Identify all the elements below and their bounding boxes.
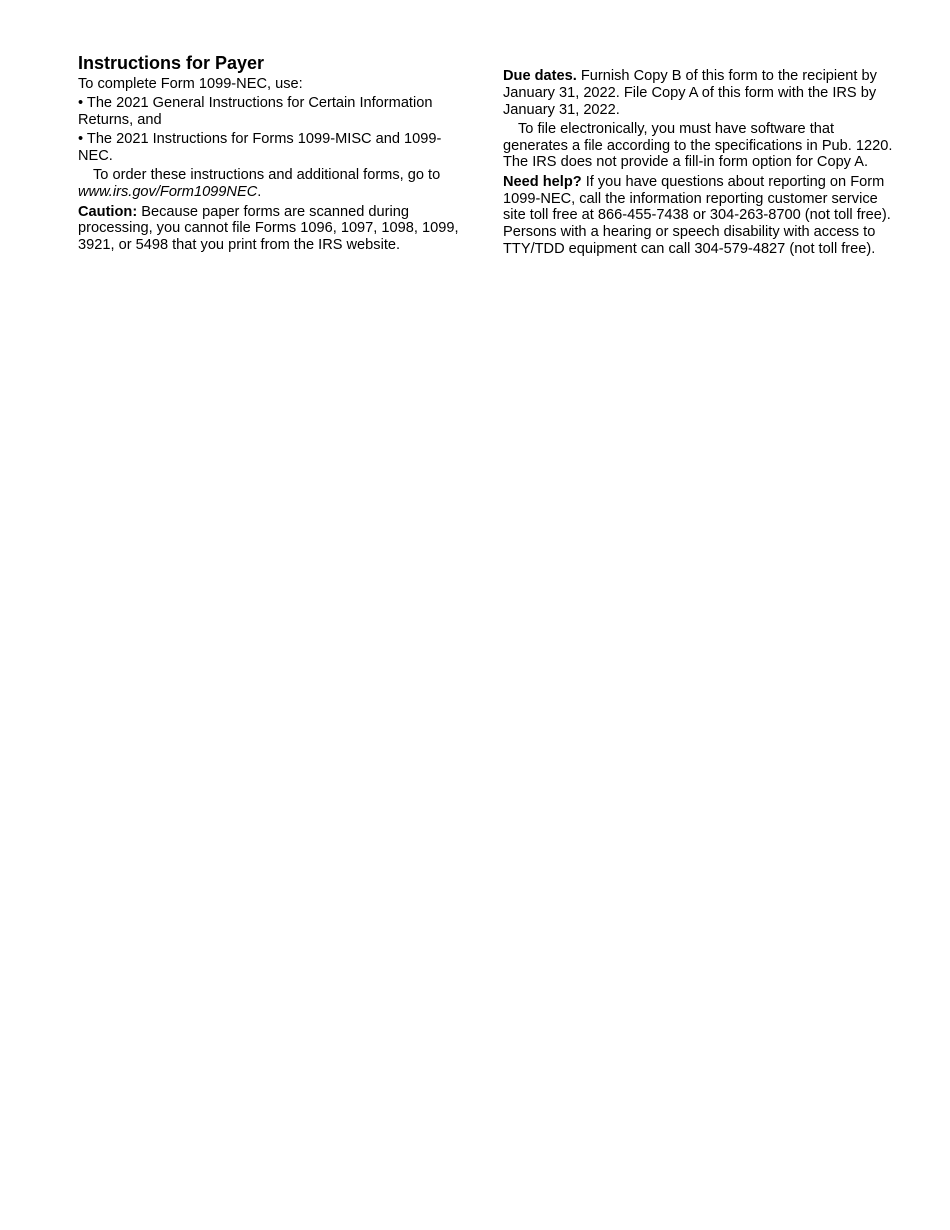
left-column [78, 53, 473, 256]
order-end: . [257, 184, 262, 201]
due-dates-label: Due dates. [503, 68, 577, 84]
caution-label: Caution: [78, 203, 138, 220]
order-paragraph [78, 167, 473, 201]
due-dates-text: Furnish Copy B of this form to the recipient by January 31, 2022. File Copy A of this form with the IRS by January 31, 2022. [503, 68, 877, 118]
need-help-text: If you have questions about reporting on Form 1099-NEC, call the information reporting customer service site toll free at 866-455-7438 or 304-263-8700 (not toll free). Persons with a hearing or speech disability with access to TTY/TDD equipment can call 304-579-4827 (not toll free). [503, 173, 891, 257]
need-help-label: Need help? [503, 173, 582, 190]
instructions-heading: Instructions for Payer [78, 53, 265, 73]
order-url: www.irs.gov/Form1099NEC [78, 184, 258, 201]
bullet-form-instructions: • The 2021 Instructions for Forms 1099-MISC and 1099-NEC. [78, 131, 442, 165]
need-help-paragraph [503, 174, 898, 258]
order-text: To order these instructions and additional forms, go to [93, 167, 441, 184]
due-dates-paragraph [503, 68, 898, 118]
right-column [503, 68, 898, 260]
bullet-general-instructions: • The 2021 General Instructions for Certain Information Returns, and [78, 95, 433, 129]
intro-text: To complete Form 1099-NEC, use: [78, 76, 303, 92]
caution-text: Because paper forms are scanned during processing, you cannot file Forms 1096, 1097, 1098, 1099, 3921, or 5498 that you print from the IRS website. [78, 203, 459, 254]
caution-paragraph [78, 204, 473, 254]
efile-paragraph: To file electronically, you must have software that generates a file according to the specifications in Pub. 1220. The IRS does not provide a fill-in form option for Copy A. [503, 120, 893, 171]
